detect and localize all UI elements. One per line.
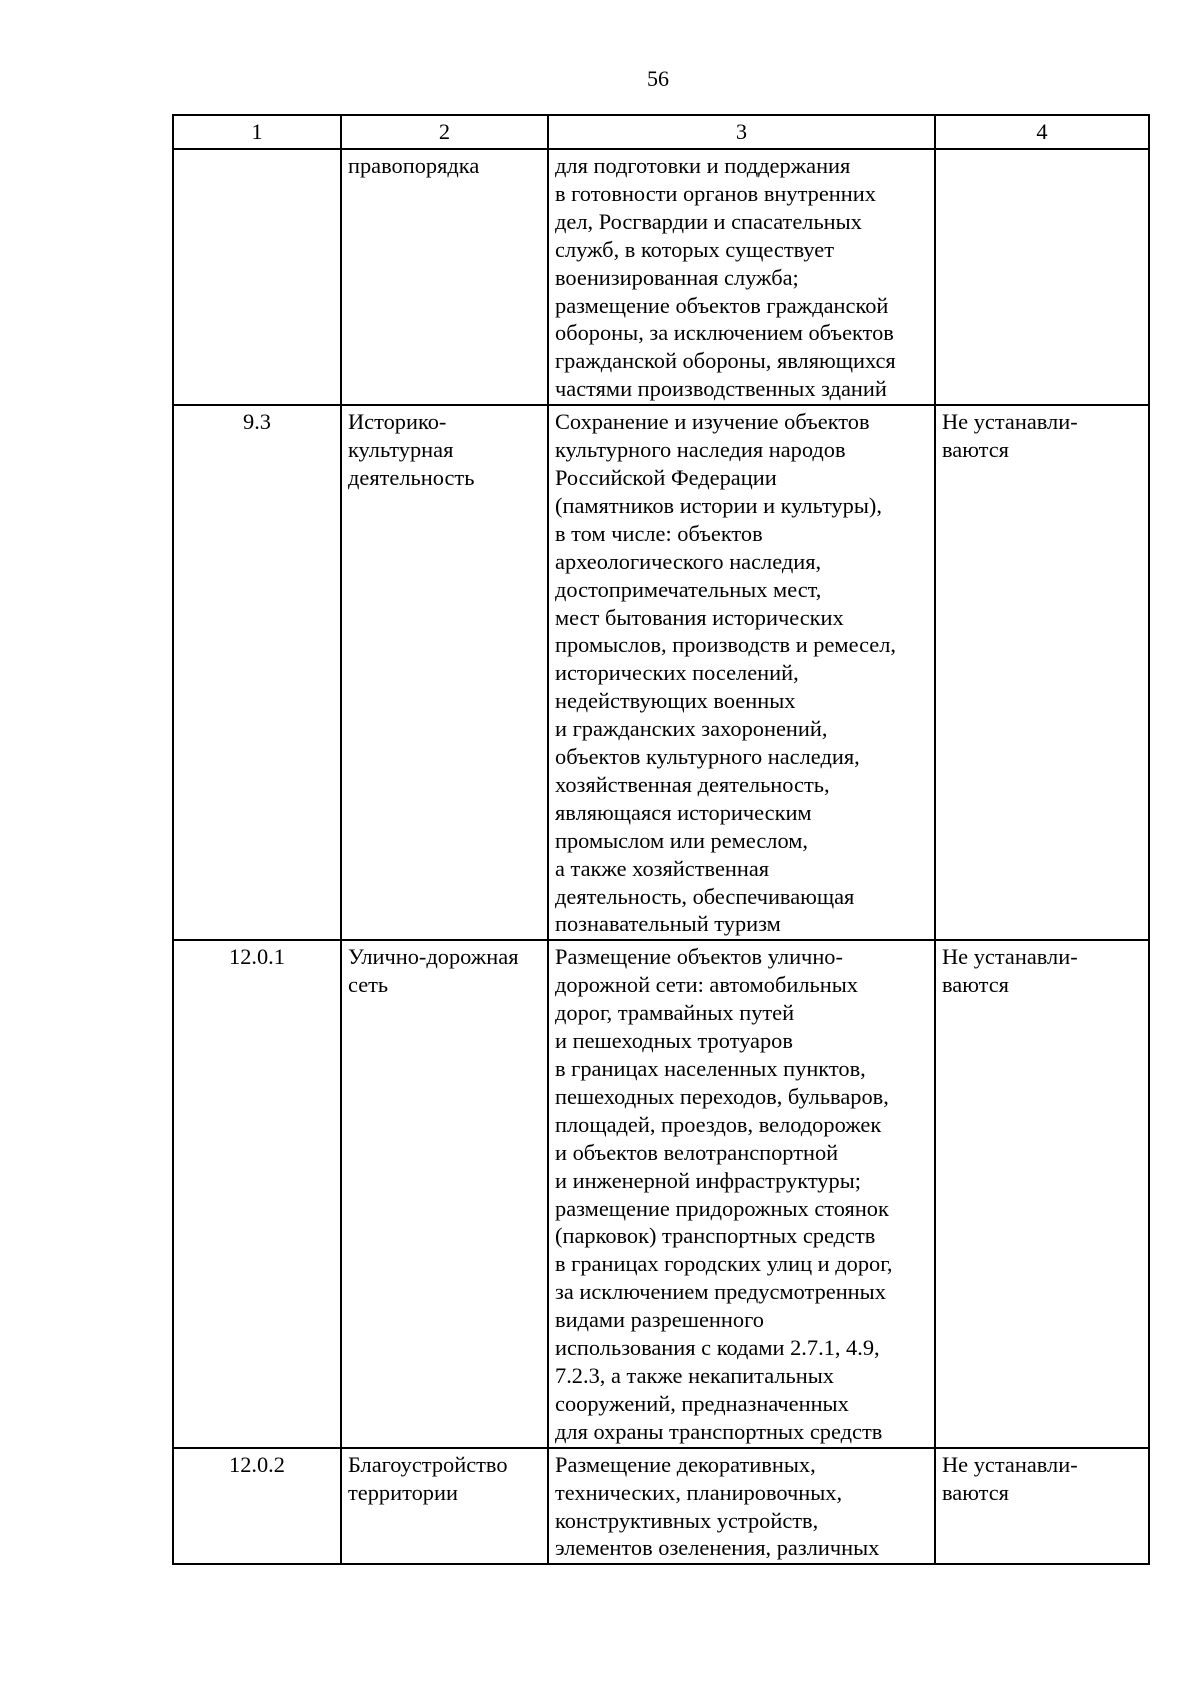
use-description-line: достопримечательных мест, <box>555 576 822 602</box>
use-description-line: обороны, за исключением объектов <box>555 320 894 346</box>
use-description-line: в границах городских улиц и дорог, <box>555 1251 893 1277</box>
use-description-line: гражданской обороны, являющихся <box>555 348 896 374</box>
use-code-cell: 9.3 <box>173 405 341 940</box>
use-description-line: пешеходных переходов, бульваров, <box>555 1083 889 1109</box>
table-row <box>173 940 1149 1447</box>
table-row <box>173 149 1149 405</box>
use-description-line: промыслом или ремеслом, <box>555 827 808 853</box>
use-name-cell <box>341 405 548 940</box>
use-description-line: являющаяся историческим <box>555 799 812 825</box>
use-code-cell: 12.0.2 <box>173 1448 341 1565</box>
use-description-line: объектов культурного наследия, <box>555 744 860 770</box>
use-description-line: Российской Федерации <box>555 464 777 490</box>
use-description-line: в границах населенных пунктов, <box>555 1056 866 1081</box>
use-params-line: Не устанавли- <box>942 944 1078 970</box>
use-description-line: 7.2.3, а также некапитальных <box>555 1362 834 1388</box>
use-description-line: хозяйственная деятельность, <box>555 771 830 797</box>
use-name-line: культурная <box>348 437 454 463</box>
use-description-line: площадей, проездов, велодорожек <box>555 1111 882 1137</box>
land-use-table <box>172 114 1150 1565</box>
use-description-line: дорожной сети: автомобильных <box>555 972 858 998</box>
use-description-line: частями производственных зданий <box>555 376 887 402</box>
use-params-cell <box>935 1448 1149 1565</box>
use-params-line: Не устанавли- <box>942 1451 1078 1477</box>
table-body <box>173 115 1149 1564</box>
use-description-line: конструктивных устройств, <box>555 1507 819 1533</box>
use-name-line: территории <box>348 1479 458 1505</box>
column-number-1: 1 <box>173 115 341 149</box>
use-description-line: в том числе: объектов <box>555 520 763 546</box>
use-description-line: военизированная служба; <box>555 264 799 290</box>
column-number-2: 2 <box>341 115 548 149</box>
use-name-line: Историко- <box>348 409 447 435</box>
use-description-line: недействующих военных <box>555 688 796 714</box>
use-code-cell <box>173 149 341 405</box>
use-description-line: и гражданских захоронений, <box>555 716 828 742</box>
use-description-line: в готовности органов внутренних <box>555 180 876 206</box>
use-description-line: элементов озеленения, различных <box>555 1535 880 1561</box>
use-description-line: деятельность, обеспечивающая <box>555 883 855 909</box>
use-params-line: Не устанавли- <box>942 409 1078 435</box>
use-code-cell: 12.0.1 <box>173 940 341 1447</box>
column-number-4: 4 <box>935 115 1149 149</box>
use-description-cell <box>548 149 935 405</box>
use-name-cell <box>341 149 548 405</box>
table-row <box>173 405 1149 940</box>
use-description-line: дел, Росгвардии и спасательных <box>555 208 862 234</box>
use-description-line: исторических поселений, <box>555 660 799 686</box>
use-params-line: ваются <box>942 437 1009 463</box>
use-description-line: для охраны транспортных средств <box>555 1418 883 1444</box>
use-name-line: Улично-дорожная <box>348 944 519 970</box>
use-name-line: правопорядка <box>348 153 480 178</box>
use-description-line: размещение объектов гражданской <box>555 292 889 318</box>
use-name-cell <box>341 940 548 1447</box>
use-description-line: размещение придорожных стоянок <box>555 1195 889 1221</box>
use-description-line: для подготовки и поддержания <box>555 153 851 178</box>
use-params-line: ваются <box>942 972 1009 998</box>
use-description-cell <box>548 405 935 940</box>
use-params-cell <box>935 405 1149 940</box>
use-description-line: использования с кодами 2.7.1, 4.9, <box>555 1335 880 1361</box>
use-description-line: Размещение декоративных, <box>555 1451 816 1477</box>
use-description-line: познавательный туризм <box>555 911 781 937</box>
page-number: 56 <box>647 66 669 91</box>
use-description-cell <box>548 1448 935 1565</box>
use-description-line: археологического наследия, <box>555 548 822 574</box>
use-description-line: видами разрешенного <box>555 1307 764 1333</box>
column-number-row <box>173 115 1149 149</box>
use-description-line: дорог, трамвайных путей <box>555 1000 795 1026</box>
use-description-line: сооружений, предназначенных <box>555 1390 849 1416</box>
table-row <box>173 1448 1149 1565</box>
use-description-line: технических, планировочных, <box>555 1479 843 1505</box>
use-name-line: деятельность <box>348 464 475 490</box>
use-params-cell <box>935 149 1149 405</box>
column-number-3: 3 <box>548 115 935 149</box>
use-description-line: культурного наследия народов <box>555 437 846 463</box>
use-description-line: (парковок) транспортных средств <box>555 1223 876 1249</box>
use-description-line: и инженерной инфраструктуры; <box>555 1167 861 1193</box>
use-description-line: за исключением предусмотренных <box>555 1279 886 1305</box>
use-params-line: ваются <box>942 1479 1009 1505</box>
use-description-line: (памятников истории и культуры), <box>555 492 882 518</box>
use-description-line: а также хозяйственная <box>555 855 770 881</box>
use-description-line: и пешеходных тротуаров <box>555 1028 793 1054</box>
use-description-line: и объектов велотранспортной <box>555 1139 839 1165</box>
use-name-line: Благоустройство <box>348 1451 508 1477</box>
use-description-line: Сохранение и изучение объектов <box>555 409 870 435</box>
use-description-line: Размещение объектов улично- <box>555 944 843 970</box>
use-name-line: сеть <box>348 972 389 998</box>
use-name-cell <box>341 1448 548 1565</box>
use-params-cell <box>935 940 1149 1447</box>
use-description-line: промыслов, производств и ремесел, <box>555 632 896 658</box>
use-description-line: мест бытования исторических <box>555 604 844 630</box>
use-description-cell <box>548 940 935 1447</box>
use-description-line: служб, в которых существует <box>555 236 835 262</box>
